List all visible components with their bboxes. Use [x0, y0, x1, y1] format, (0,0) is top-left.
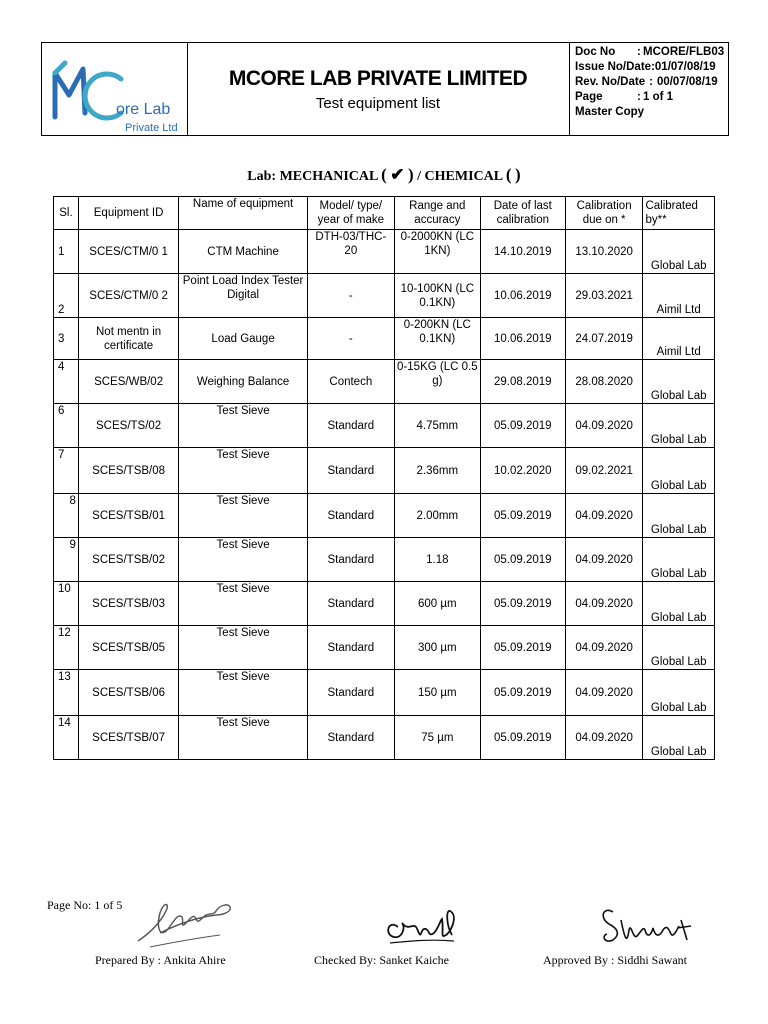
doc-no-label: Doc No — [575, 46, 616, 58]
cell-range: 300 µm — [394, 626, 480, 670]
cell-due: 13.10.2020 — [565, 230, 643, 274]
cell-due: 04.09.2020 — [565, 582, 643, 626]
cell-due: 04.09.2020 — [565, 538, 643, 582]
table-row — [54, 626, 715, 670]
checked-by-signature — [380, 905, 470, 950]
table-row — [54, 582, 715, 626]
cell-model: - — [307, 318, 394, 360]
title-cell — [187, 43, 570, 135]
cell-by: Aimil Ltd — [643, 274, 715, 318]
equipment-table — [53, 196, 715, 760]
cell-model: Standard — [307, 448, 394, 494]
cell-by: Global Lab — [643, 670, 715, 716]
cell-range: 10-100KN (LC 0.1KN) — [394, 274, 480, 318]
doc-no-sep: : — [637, 46, 641, 58]
cell-sl: 12 — [54, 626, 79, 670]
rev-no-value: 00/07/08/19 — [656, 76, 718, 88]
cell-name: Test Sieve — [179, 670, 307, 716]
cell-id: SCES/CTM/0 1 — [78, 230, 178, 274]
col-header-name: Name of equipment — [179, 197, 307, 230]
approved-by-signature — [597, 900, 697, 950]
cell-model: Standard — [307, 582, 394, 626]
cell-sl: 2 — [54, 274, 79, 318]
col-header-range: Range and accuracy — [394, 197, 480, 230]
cell-model: Standard — [307, 716, 394, 760]
mechanical-close-paren: ) — [408, 165, 414, 184]
cell-last: 05.09.2019 — [480, 494, 565, 538]
issue-no-row — [575, 60, 728, 75]
master-copy-row — [575, 105, 728, 120]
cell-range: 75 µm — [394, 716, 480, 760]
cell-name: Test Sieve — [179, 538, 307, 582]
prepared-by-label: Prepared By : Ankita Ahire — [95, 953, 226, 967]
chemical-open-paren: ( — [505, 165, 512, 184]
cell-id: SCES/CTM/0 2 — [78, 274, 178, 318]
cell-model: Standard — [307, 670, 394, 716]
cell-id: SCES/TSB/08 — [78, 448, 178, 494]
cell-range: 0-15KG (LC 0.5 g) — [394, 360, 480, 404]
page-label: Page — [575, 91, 603, 103]
cell-model: Contech — [307, 360, 394, 404]
cell-id: SCES/TSB/01 — [78, 494, 178, 538]
col-header-equipment-id: Equipment ID — [78, 197, 178, 230]
prepared-by-signature — [130, 893, 240, 951]
cell-sl: 10 — [54, 582, 79, 626]
cell-due: 28.08.2020 — [565, 360, 643, 404]
cell-range: 600 µm — [394, 582, 480, 626]
cell-last: 10.06.2019 — [480, 318, 565, 360]
checked-by-label: Checked By: Sanket Kaiche — [314, 953, 449, 967]
document-control-block — [569, 43, 728, 135]
cell-last: 05.09.2019 — [480, 626, 565, 670]
cell-range: 1.18 — [394, 538, 480, 582]
master-copy-label: Master Copy — [575, 106, 645, 118]
lab-prefix: Lab: MECHANICAL — [247, 169, 378, 184]
cell-by: Global Lab — [643, 230, 715, 274]
company-name: MCORE LAB PRIVATE LIMITED — [228, 67, 528, 90]
cell-model: DTH-03/THC-20 — [307, 230, 394, 274]
cell-id: SCES/WB/02 — [78, 360, 178, 404]
cell-name: Test Sieve — [179, 626, 307, 670]
cell-model: Standard — [307, 404, 394, 448]
table-row — [54, 670, 715, 716]
approved-by-label: Approved By : Siddhi Sawant — [543, 953, 687, 967]
cell-sl: 8 — [54, 494, 79, 538]
page-row — [575, 90, 728, 105]
lab-middle: / CHEMICAL — [417, 169, 503, 184]
cell-name: Point Load Index Tester Digital — [179, 274, 307, 318]
table-row — [54, 360, 715, 404]
col-header-last-calibration: Date of last calibration — [480, 197, 565, 230]
cell-by: Global Lab — [643, 404, 715, 448]
cell-by: Global Lab — [643, 538, 715, 582]
cell-last: 05.09.2019 — [480, 716, 565, 760]
document-header — [41, 42, 729, 136]
cell-last: 05.09.2019 — [480, 404, 565, 448]
cell-last: 29.08.2019 — [480, 360, 565, 404]
cell-due: 29.03.2021 — [565, 274, 643, 318]
cell-range: 4.75mm — [394, 404, 480, 448]
cell-by: Global Lab — [643, 448, 715, 494]
col-header-due: Calibration due on * — [565, 197, 643, 230]
cell-by: Global Lab — [643, 716, 715, 760]
cell-id: Not mentn in certificate — [78, 318, 178, 360]
cell-model: Standard — [307, 494, 394, 538]
cell-range: 2.00mm — [394, 494, 480, 538]
cell-by: Global Lab — [643, 626, 715, 670]
document-title: Test equipment list — [315, 95, 441, 112]
cell-by: Global Lab — [643, 360, 715, 404]
cell-due: 04.09.2020 — [565, 494, 643, 538]
table-header-row — [54, 197, 715, 230]
cell-due: 09.02.2021 — [565, 448, 643, 494]
cell-name: Test Sieve — [179, 716, 307, 760]
cell-id: SCES/TSB/05 — [78, 626, 178, 670]
doc-no-row — [575, 45, 728, 60]
cell-due: 04.09.2020 — [565, 716, 643, 760]
page-value: 1 of 1 — [643, 91, 674, 103]
rev-no-sep: : — [649, 76, 653, 88]
table-row — [54, 716, 715, 760]
svg-text:Private Ltd: Private Ltd — [125, 122, 178, 134]
cell-last: 05.09.2019 — [480, 538, 565, 582]
page-number: Page No: 1 of 5 — [47, 898, 123, 912]
cell-name: Load Gauge — [179, 318, 307, 360]
cell-sl: 13 — [54, 670, 79, 716]
table-row — [54, 448, 715, 494]
cell-name: Weighing Balance — [179, 360, 307, 404]
col-header-calibrated-by: Calibrated by** — [643, 197, 715, 230]
chemical-close-paren: ) — [515, 165, 521, 184]
cell-last: 05.09.2019 — [480, 670, 565, 716]
mechanical-open-paren: ( — [381, 165, 387, 184]
lab-type-line — [0, 165, 768, 185]
cell-id: SCES/TSB/03 — [78, 582, 178, 626]
cell-name: Test Sieve — [179, 448, 307, 494]
cell-sl: 3 — [54, 318, 79, 360]
cell-id: SCES/TSB/07 — [78, 716, 178, 760]
cell-due: 04.09.2020 — [565, 404, 643, 448]
cell-name: CTM Machine — [179, 230, 307, 274]
col-header-sl: Sl. — [54, 197, 79, 230]
issue-no-value: 01/07/08/19 — [654, 61, 716, 73]
cell-last: 14.10.2019 — [480, 230, 565, 274]
issue-no-label: Issue No/Date — [575, 61, 652, 73]
cell-model: Standard — [307, 626, 394, 670]
cell-sl: 7 — [54, 448, 79, 494]
cell-by: Global Lab — [643, 494, 715, 538]
cell-name: Test Sieve — [179, 494, 307, 538]
cell-model: - — [307, 274, 394, 318]
page-sep: : — [637, 91, 641, 103]
cell-due: 04.09.2020 — [565, 626, 643, 670]
cell-range: 2.36mm — [394, 448, 480, 494]
table-row — [54, 494, 715, 538]
cell-range: 150 µm — [394, 670, 480, 716]
svg-text:ore Lab: ore Lab — [116, 101, 171, 118]
cell-by: Global Lab — [643, 582, 715, 626]
cell-id: SCES/TS/02 — [78, 404, 178, 448]
cell-id: SCES/TSB/06 — [78, 670, 178, 716]
cell-sl: 1 — [54, 230, 79, 274]
cell-sl: 9 — [54, 538, 79, 582]
table-row — [54, 538, 715, 582]
table-row — [54, 274, 715, 318]
cell-sl: 6 — [54, 404, 79, 448]
cell-id: SCES/TSB/02 — [78, 538, 178, 582]
cell-range: 0-2000KN (LC 1KN) — [394, 230, 480, 274]
cell-by: Aimil Ltd — [643, 318, 715, 360]
cell-sl: 14 — [54, 716, 79, 760]
table-row — [54, 230, 715, 274]
rev-no-row — [575, 75, 728, 90]
table-row — [54, 404, 715, 448]
mechanical-checkmark-icon: ✔ — [390, 165, 405, 184]
rev-no-label: Rev. No/Date — [575, 76, 646, 88]
table-row — [54, 318, 715, 360]
col-header-model: Model/ type/ year of make — [307, 197, 394, 230]
issue-no-sep: : — [651, 61, 655, 73]
cell-range: 0-200KN (LC 0.1KN) — [394, 318, 480, 360]
cell-last: 10.06.2019 — [480, 274, 565, 318]
cell-sl: 4 — [54, 360, 79, 404]
cell-last: 10.02.2020 — [480, 448, 565, 494]
cell-due: 24.07.2019 — [565, 318, 643, 360]
cell-name: Test Sieve — [179, 582, 307, 626]
cell-model: Standard — [307, 538, 394, 582]
cell-last: 05.09.2019 — [480, 582, 565, 626]
cell-name: Test Sieve — [179, 404, 307, 448]
doc-no-value: MCORE/FLB03 — [643, 46, 725, 58]
cell-due: 04.09.2020 — [565, 670, 643, 716]
logo-cell — [41, 43, 188, 135]
mcore-logo — [41, 43, 187, 135]
